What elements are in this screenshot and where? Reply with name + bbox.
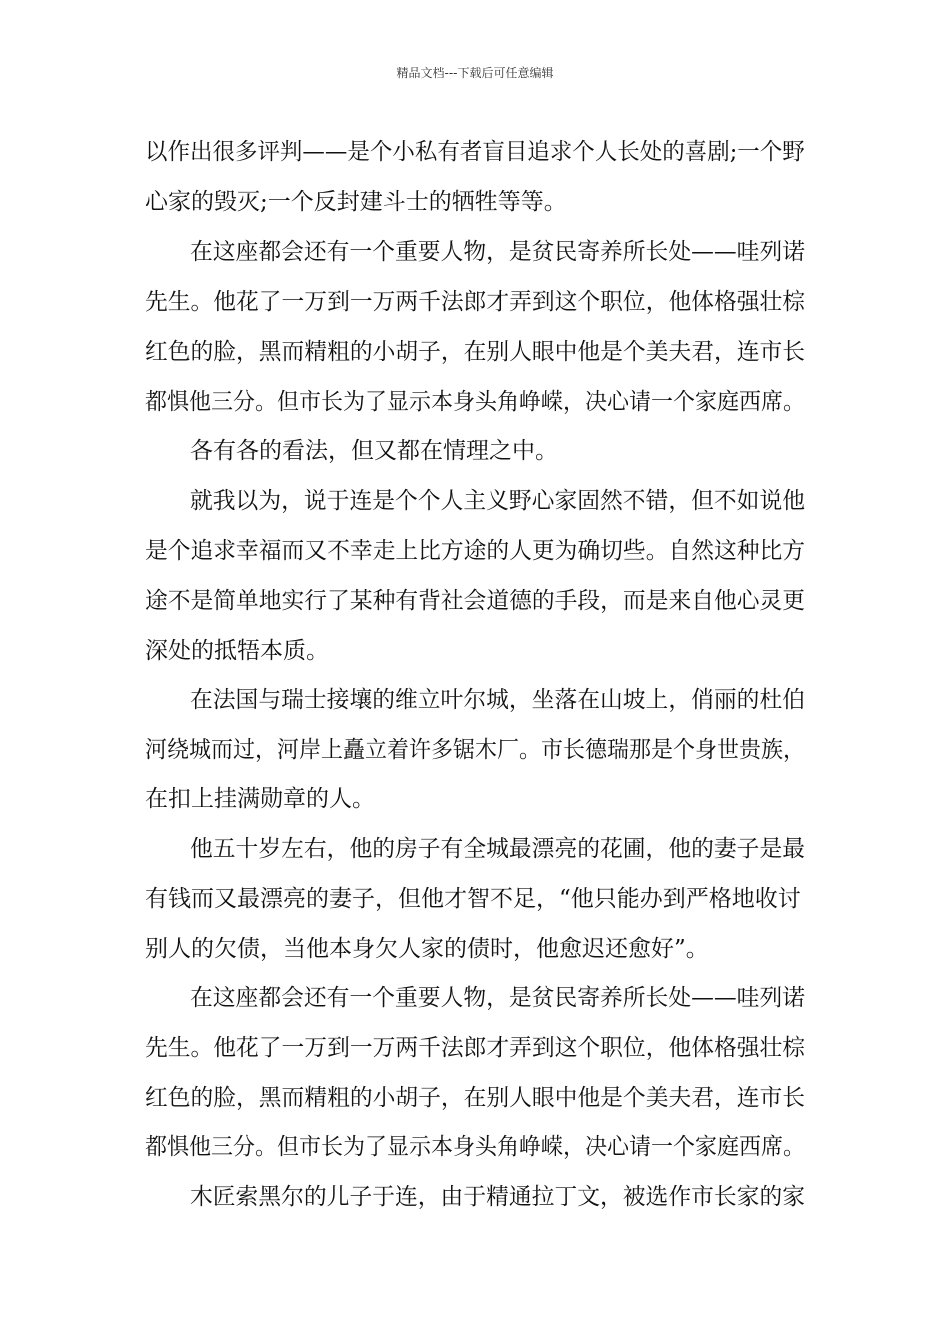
text-line: 以作出很多评判——是个小私有者盲目追求个人长处的喜剧;一个野 [145, 139, 805, 165]
text-line: 在这座都会还有一个重要人物，是贫民寄养所长处——哇列诺 [190, 985, 805, 1011]
text-line: 就我以为，说于连是个个人主义野心家固然不错，但不如说他 [190, 488, 805, 514]
text-line: 都惧他三分。但市长为了显示本身头角峥嵘，决心请一个家庭西席。 [145, 389, 805, 415]
text-line: 心家的毁灭;一个反封建斗士的牺牲等等。 [145, 189, 567, 215]
text-line: 是个追求幸福而又不幸走上比方途的人更为确切些。自然这种比方 [145, 538, 805, 564]
text-line: 红色的脸，黑而精粗的小胡子，在别人眼中他是个美夫君，连市长 [145, 1085, 805, 1111]
page-header: 精品文档---下载后可任意编辑 [396, 66, 554, 80]
text-line: 在这座都会还有一个重要人物，是贫民寄养所长处——哇列诺 [190, 239, 805, 265]
text-line: 木匠索黑尔的儿子于连，由于精通拉丁文，被选作市长家的家 [190, 1184, 805, 1210]
text-line: 先生。他花了一万到一万两千法郎才弄到这个职位，他体格强壮棕 [145, 289, 805, 315]
text-line: 红色的脸，黑而精粗的小胡子，在别人眼中他是个美夫君，连市长 [145, 339, 805, 365]
text-line: 在法国与瑞士接壤的维立叶尔城，坐落在山坡上，俏丽的杜伯 [190, 687, 805, 713]
text-line: 都惧他三分。但市长为了显示本身头角峥嵘，决心请一个家庭西席。 [145, 1134, 805, 1160]
text-line: 他五十岁左右，他的房子有全城最漂亮的花圃，他的妻子是最 [190, 836, 805, 862]
text-line: 途不是简单地实行了某种有背社会道德的手段，而是来自他心灵更 [145, 588, 805, 614]
text-line: 深处的抵牾本质。 [145, 638, 329, 664]
text-line: 在扣上挂满勋章的人。 [145, 786, 375, 812]
text-line: 先生。他花了一万到一万两千法郎才弄到这个职位，他体格强壮棕 [145, 1035, 805, 1061]
text-line: 河绕城而过，河岸上矗立着许多锯木厂。市长德瑞那是个身世贵族， [145, 737, 805, 763]
text-line: 别人的欠债，当他本身欠人家的债时，他愈迟还愈好”。 [145, 936, 709, 962]
text-line: 有钱而又最漂亮的妻子，但他才智不足，“他只能办到严格地收讨 [145, 886, 801, 912]
text-line: 各有各的看法，但又都在情理之中。 [190, 438, 558, 464]
